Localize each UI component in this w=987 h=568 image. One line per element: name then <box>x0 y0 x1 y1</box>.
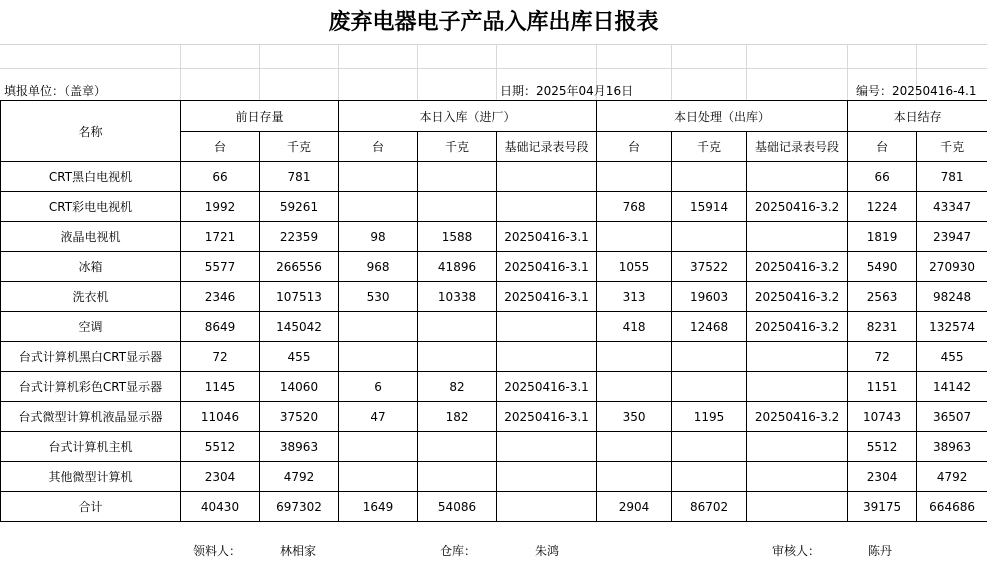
prev-tai-cell: 1145 <box>181 372 260 402</box>
receiver-name: 林相家 <box>280 544 317 558</box>
out-kg-cell <box>672 372 747 402</box>
table-row <box>1 462 987 492</box>
prev-tai-cell: 40430 <box>181 492 260 522</box>
gridline <box>671 44 672 100</box>
end-tai-cell: 66 <box>848 162 917 192</box>
item-name-cell: CRT彩电电视机 <box>1 192 181 222</box>
item-name-cell: 空调 <box>1 312 181 342</box>
prev-tai-cell: 1992 <box>181 192 260 222</box>
item-name-cell: 冰箱 <box>1 252 181 282</box>
in-kg-cell: 1588 <box>418 222 497 252</box>
in-kg-cell <box>418 432 497 462</box>
in-tai-cell: 968 <box>339 252 418 282</box>
end-tai-cell: 2563 <box>848 282 917 312</box>
in-record-cell: 20250416-3.1 <box>497 402 597 432</box>
gridline <box>0 68 987 69</box>
end-tai-cell: 72 <box>848 342 917 372</box>
in-record-cell <box>497 342 597 372</box>
header-name: 名称 <box>1 101 181 162</box>
out-record-cell: 20250416-3.2 <box>747 282 848 312</box>
prev-kg-cell: 59261 <box>260 192 339 222</box>
end-kg-cell: 132574 <box>917 312 987 342</box>
out-record-cell <box>747 372 848 402</box>
table-row <box>1 162 987 192</box>
in-tai-cell: 6 <box>339 372 418 402</box>
end-kg-cell: 23947 <box>917 222 987 252</box>
gridline <box>180 44 181 100</box>
in-record-cell: 20250416-3.1 <box>497 282 597 312</box>
header-end-stock: 本日结存 <box>848 101 987 132</box>
out-record-cell <box>747 342 848 372</box>
item-name-cell: CRT黑白电视机 <box>1 162 181 192</box>
out-record-cell <box>747 432 848 462</box>
end-kg-cell: 98248 <box>917 282 987 312</box>
end-kg-cell: 43347 <box>917 192 987 222</box>
in-kg-cell <box>418 312 497 342</box>
in-record-cell: 20250416-3.1 <box>497 222 597 252</box>
in-kg-cell: 82 <box>418 372 497 402</box>
prev-kg-cell: 22359 <box>260 222 339 252</box>
out-kg-cell: 37522 <box>672 252 747 282</box>
prev-tai-cell: 8649 <box>181 312 260 342</box>
prev-kg-cell: 107513 <box>260 282 339 312</box>
header-prev-stock: 前日存量 <box>181 101 339 132</box>
out-kg-cell <box>672 162 747 192</box>
end-tai-cell: 1224 <box>848 192 917 222</box>
out-kg-cell <box>672 222 747 252</box>
item-name-cell: 台式微型计算机液晶显示器 <box>1 402 181 432</box>
gridline <box>496 44 497 100</box>
end-kg-cell: 4792 <box>917 462 987 492</box>
item-name-cell: 洗衣机 <box>1 282 181 312</box>
in-record-cell <box>497 462 597 492</box>
out-record-cell <box>747 222 848 252</box>
header-unit-kg: 千克 <box>672 132 747 162</box>
in-tai-cell <box>339 162 418 192</box>
table-row <box>1 222 987 252</box>
out-tai-cell <box>597 372 672 402</box>
prev-kg-cell: 14060 <box>260 372 339 402</box>
prev-kg-cell: 266556 <box>260 252 339 282</box>
end-kg-cell: 781 <box>917 162 987 192</box>
serial-number: 编号：20250416-4.1 <box>856 84 977 98</box>
item-name-cell: 台式计算机彩色CRT显示器 <box>1 372 181 402</box>
end-kg-cell: 36507 <box>917 402 987 432</box>
table-row <box>1 282 987 312</box>
table-row <box>1 312 987 342</box>
in-record-cell: 20250416-3.1 <box>497 372 597 402</box>
out-tai-cell <box>597 162 672 192</box>
in-kg-cell <box>418 162 497 192</box>
in-tai-cell: 98 <box>339 222 418 252</box>
out-record-cell: 20250416-3.2 <box>747 252 848 282</box>
header-unit-tai: 台 <box>597 132 672 162</box>
prev-tai-cell: 5577 <box>181 252 260 282</box>
end-kg-cell: 455 <box>917 342 987 372</box>
end-tai-cell: 1151 <box>848 372 917 402</box>
out-tai-cell: 2904 <box>597 492 672 522</box>
prev-kg-cell: 781 <box>260 162 339 192</box>
prev-kg-cell: 697302 <box>260 492 339 522</box>
total-row <box>1 492 987 522</box>
table-row <box>1 432 987 462</box>
item-name-cell: 台式计算机黑白CRT显示器 <box>1 342 181 372</box>
gridline <box>259 44 260 100</box>
header-out-today: 本日处理（出库） <box>597 101 848 132</box>
table-row <box>1 192 987 222</box>
in-record-cell <box>497 312 597 342</box>
in-record-cell <box>497 492 597 522</box>
gridline <box>417 44 418 100</box>
in-tai-cell <box>339 312 418 342</box>
out-tai-cell: 768 <box>597 192 672 222</box>
in-kg-cell <box>418 462 497 492</box>
end-tai-cell: 5490 <box>848 252 917 282</box>
end-tai-cell: 5512 <box>848 432 917 462</box>
signature-footer <box>0 536 987 568</box>
out-tai-cell: 350 <box>597 402 672 432</box>
report-title: 废弃电器电子产品入库出库日报表 <box>0 0 987 45</box>
end-tai-cell: 8231 <box>848 312 917 342</box>
warehouse-label: 仓库： <box>440 544 477 558</box>
in-kg-cell: 182 <box>418 402 497 432</box>
item-name-cell: 合计 <box>1 492 181 522</box>
in-record-cell: 20250416-3.1 <box>497 252 597 282</box>
in-kg-cell: 10338 <box>418 282 497 312</box>
out-tai-cell <box>597 342 672 372</box>
end-tai-cell: 10743 <box>848 402 917 432</box>
gridline <box>847 44 848 100</box>
table-row <box>1 342 987 372</box>
in-tai-cell <box>339 342 418 372</box>
end-kg-cell: 664686 <box>917 492 987 522</box>
table-row <box>1 402 987 432</box>
end-kg-cell: 14142 <box>917 372 987 402</box>
receiver-label: 领料人： <box>193 544 242 558</box>
item-name-cell: 台式计算机主机 <box>1 432 181 462</box>
header-record-no: 基础记录表号段 <box>497 132 597 162</box>
header-unit-tai: 台 <box>848 132 917 162</box>
in-record-cell <box>497 192 597 222</box>
item-name-cell: 液晶电视机 <box>1 222 181 252</box>
prev-tai-cell: 11046 <box>181 402 260 432</box>
out-kg-cell: 1195 <box>672 402 747 432</box>
prev-kg-cell: 38963 <box>260 432 339 462</box>
out-record-cell: 20250416-3.2 <box>747 402 848 432</box>
in-tai-cell: 47 <box>339 402 418 432</box>
warehouse-name: 朱鸿 <box>535 544 560 558</box>
gridline <box>746 44 747 100</box>
end-kg-cell: 270930 <box>917 252 987 282</box>
in-record-cell <box>497 162 597 192</box>
out-tai-cell <box>597 462 672 492</box>
out-tai-cell: 313 <box>597 282 672 312</box>
header-row <box>1 101 987 132</box>
end-tai-cell: 39175 <box>848 492 917 522</box>
report-table <box>0 100 987 522</box>
out-tai-cell <box>597 222 672 252</box>
header-unit-kg: 千克 <box>260 132 339 162</box>
end-kg-cell: 38963 <box>917 432 987 462</box>
out-record-cell <box>747 162 848 192</box>
out-record-cell: 20250416-3.2 <box>747 192 848 222</box>
header-record-no: 基础记录表号段 <box>747 132 848 162</box>
end-tai-cell: 2304 <box>848 462 917 492</box>
prev-kg-cell: 37520 <box>260 402 339 432</box>
out-kg-cell <box>672 342 747 372</box>
out-kg-cell: 15914 <box>672 192 747 222</box>
out-record-cell <box>747 462 848 492</box>
out-kg-cell: 19603 <box>672 282 747 312</box>
table-row <box>1 252 987 282</box>
prev-tai-cell: 5512 <box>181 432 260 462</box>
prev-kg-cell: 145042 <box>260 312 339 342</box>
prev-kg-cell: 455 <box>260 342 339 372</box>
gridline <box>338 44 339 100</box>
out-tai-cell: 418 <box>597 312 672 342</box>
header-unit-kg: 千克 <box>917 132 987 162</box>
table-row <box>1 372 987 402</box>
header-unit-tai: 台 <box>339 132 418 162</box>
in-kg-cell <box>418 342 497 372</box>
out-record-cell <box>747 492 848 522</box>
out-kg-cell: 12468 <box>672 312 747 342</box>
in-tai-cell <box>339 462 418 492</box>
prev-tai-cell: 2304 <box>181 462 260 492</box>
prev-kg-cell: 4792 <box>260 462 339 492</box>
in-tai-cell: 1649 <box>339 492 418 522</box>
prev-tai-cell: 66 <box>181 162 260 192</box>
in-tai-cell <box>339 192 418 222</box>
in-kg-cell: 54086 <box>418 492 497 522</box>
in-kg-cell <box>418 192 497 222</box>
out-record-cell: 20250416-3.2 <box>747 312 848 342</box>
in-record-cell <box>497 432 597 462</box>
in-tai-cell: 530 <box>339 282 418 312</box>
report-date: 日期：2025年04月16日 <box>500 84 634 98</box>
table-body <box>1 162 987 522</box>
out-kg-cell <box>672 462 747 492</box>
header-unit-tai: 台 <box>181 132 260 162</box>
header-unit-kg: 千克 <box>418 132 497 162</box>
out-kg-cell: 86702 <box>672 492 747 522</box>
prev-tai-cell: 72 <box>181 342 260 372</box>
item-name-cell: 其他微型计算机 <box>1 462 181 492</box>
out-tai-cell <box>597 432 672 462</box>
out-kg-cell <box>672 432 747 462</box>
prev-tai-cell: 2346 <box>181 282 260 312</box>
out-tai-cell: 1055 <box>597 252 672 282</box>
in-tai-cell <box>339 432 418 462</box>
filing-unit-label: 填报单位：（盖章） <box>4 84 107 98</box>
prev-tai-cell: 1721 <box>181 222 260 252</box>
in-kg-cell: 41896 <box>418 252 497 282</box>
reviewer-name: 陈丹 <box>868 544 893 558</box>
header-in-today: 本日入库（进厂） <box>339 101 597 132</box>
end-tai-cell: 1819 <box>848 222 917 252</box>
reviewer-label: 审核人： <box>772 544 821 558</box>
